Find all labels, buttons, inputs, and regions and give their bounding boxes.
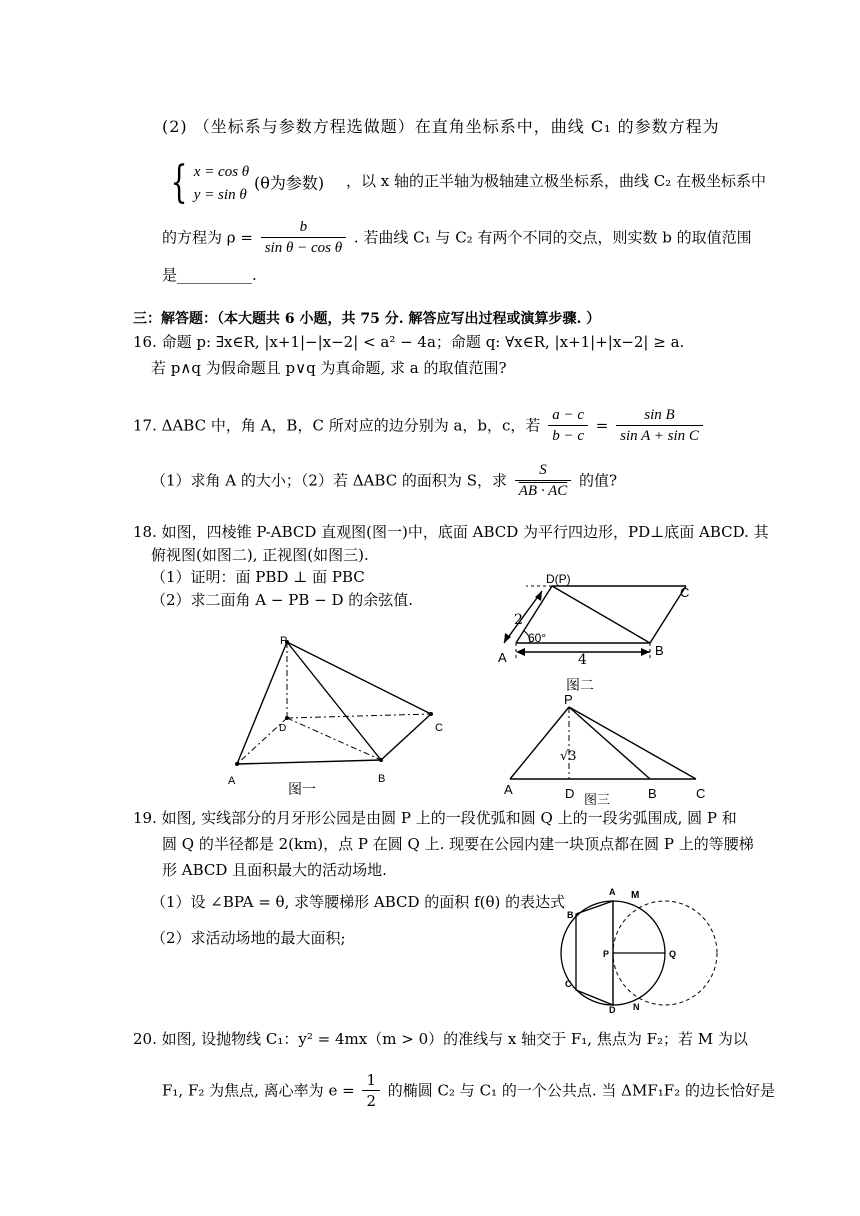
fig2-label-c: C — [680, 585, 690, 600]
q17-frac2 — [616, 406, 703, 445]
q17-line1 — [133, 406, 706, 445]
q19-line1: 19. 如图, 实线部分的月牙形公园是由圆 P 上的一段优弧和圆 Q 上的一段劣弧围成, 圆 P 和 — [133, 809, 737, 827]
q18-sub1: （1）证明：面 PBD ⊥ 面 PBC — [151, 568, 365, 586]
fig19-label-d: D — [609, 1005, 616, 1015]
q16-line1: 16. 命题 p: ∃x∈R, |x+1|−|x−2| < a² − 4a；命题 q: ∀x∈R, |x+1|+|x−2| ≥ a. — [133, 333, 685, 351]
figure-crescent-park — [555, 880, 725, 1020]
fig3-label-p: P — [564, 692, 573, 707]
fig19-label-q: Q — [669, 949, 677, 959]
frac1-den: b − c — [552, 428, 584, 444]
q19-sub2: （2）求活动场地的最大面积; — [151, 929, 346, 947]
fig1-label-p: P — [280, 635, 288, 647]
p2-line2: ，以 x 轴的正半轴为极轴建立极坐标系，曲线 C₂ 在极坐标系中 — [346, 172, 767, 190]
q19-line2: 圆 Q 的半径都是 2(km)，点 P 在圆 Q 上. 现要在公园内建一块顶点都在圆 P 上的等腰梯 — [162, 835, 754, 853]
fig2-label-2: 2 — [514, 612, 523, 628]
p2-line3 — [162, 218, 752, 257]
param-note: (θ为参数) — [253, 173, 325, 193]
p2-param-system — [165, 157, 325, 208]
fig2-label-dp: D(P) — [546, 572, 571, 586]
fig2-caption: 图二 — [566, 678, 594, 694]
left-brace: { — [170, 157, 188, 208]
rho-label: 的方程为 ρ = — [162, 228, 253, 247]
q17-frac1 — [548, 406, 588, 445]
fig1-label-a: A — [228, 775, 236, 787]
fig19-label-b: B — [567, 910, 574, 920]
fig19-label-a: A — [609, 887, 616, 897]
q17-text: 17. ΔABC 中，角 A，B，C 所对应的边分别为 a，b，c，若 — [133, 416, 541, 435]
param-equations — [194, 160, 249, 206]
eq-x: x = cos θ — [193, 164, 250, 180]
fig3-label-d: D — [565, 786, 575, 801]
p2-head: (2) （坐标系与参数方程选做题）在直角坐标系中，曲线 C₁ 的参数方程为 — [162, 117, 720, 136]
frac1-num: a − c — [548, 406, 588, 426]
q20-line2 — [162, 1071, 775, 1110]
fig2-label-a: A — [498, 650, 507, 665]
fig2-label-60: 60° — [528, 631, 547, 645]
q20-text: F₁, F₂ 为焦点, 离心率为 e = — [162, 1081, 355, 1100]
e-denominator: 2 — [366, 1092, 376, 1110]
q17-sub: （1）求角 A 的大小；（2）若 ΔABC 的面积为 S，求 — [151, 471, 507, 490]
figure-1-pyramid — [220, 630, 460, 800]
frac2-den: sin A + sin C — [620, 428, 699, 444]
q19-sub1: （1）设 ∠BPA = θ, 求等腰梯形 ABCD 的面积 f(θ) 的表达式 — [151, 893, 566, 911]
figure-3-front-view — [490, 690, 730, 805]
fig3-label-sqrt3: √3 — [560, 749, 577, 764]
fig1-label-d: D — [279, 723, 287, 734]
rho-denominator: sin θ − cos θ — [264, 240, 343, 256]
frac3-den: AB · AC — [518, 483, 568, 499]
eccentricity-fraction — [362, 1071, 380, 1110]
fig19-label-n: N — [633, 1002, 640, 1012]
q18-sub2: （2）求二面角 A − PB − D 的余弦值. — [151, 591, 414, 609]
fig3-label-b: B — [648, 786, 657, 801]
q17-sub-end: 的值? — [579, 471, 618, 490]
frac3-num: S — [515, 461, 571, 481]
q18-line2: 俯视图(如图二), 正视图(如图三). — [151, 546, 369, 564]
figure-2-top-view — [490, 570, 710, 700]
fig1-label-b: B — [378, 773, 386, 785]
fig2-label-b: B — [655, 643, 664, 658]
e-numerator: 1 — [362, 1071, 380, 1091]
frac2-num: sin B — [616, 406, 703, 426]
fig19-label-m: M — [631, 890, 640, 901]
q17-line2 — [151, 461, 617, 500]
fig1-label-c: C — [435, 722, 443, 734]
fig19-label-p: P — [603, 949, 610, 959]
q20-text-end: 的椭圆 C₂ 与 C₁ 的一个公共点. 当 ΔMF₁F₂ 的边长恰好是 — [387, 1081, 775, 1100]
q19-line3: 形 ABCD 且面积最大的活动场地. — [162, 861, 387, 879]
p2-line3-rest: . 若曲线 C₁ 与 C₂ 有两个不同的交点，则实数 b 的取值范围 — [353, 228, 752, 247]
fig3-label-c: C — [696, 786, 706, 801]
q16-line2: 若 p∧q 为假命题且 p∨q 为真命题, 求 a 的取值范围? — [151, 359, 507, 377]
fig19-label-c: C — [565, 979, 572, 989]
fig3-caption: 图三 — [584, 793, 611, 805]
q18-line1: 18. 如图，四棱锥 P-ABCD 直观图(图一)中，底面 ABCD 为平行四边形，PD⊥底面 ABCD. 其 — [133, 523, 769, 541]
fig3-label-a: A — [504, 782, 513, 797]
section-heading: 三：解答题：（本大题共 6 小题，共 75 分. 解答应写出过程或演算步骤. ） — [133, 311, 601, 327]
q20-line1: 20. 如图, 设抛物线 C₁：y² = 4mx（m > 0）的准线与 x 轴交于 F₁, 焦点为 F₂；若 M 为以 — [133, 1030, 748, 1048]
equals-sign: = — [595, 416, 609, 435]
p2-line4: 是__________. — [162, 266, 257, 284]
q17-frac3 — [515, 461, 571, 500]
rho-numerator: b — [261, 218, 346, 238]
rho-fraction — [261, 218, 346, 257]
fig2-label-4: 4 — [578, 652, 587, 668]
eq-y: y = sin θ — [193, 187, 247, 203]
fig1-caption: 图一 — [288, 782, 316, 798]
